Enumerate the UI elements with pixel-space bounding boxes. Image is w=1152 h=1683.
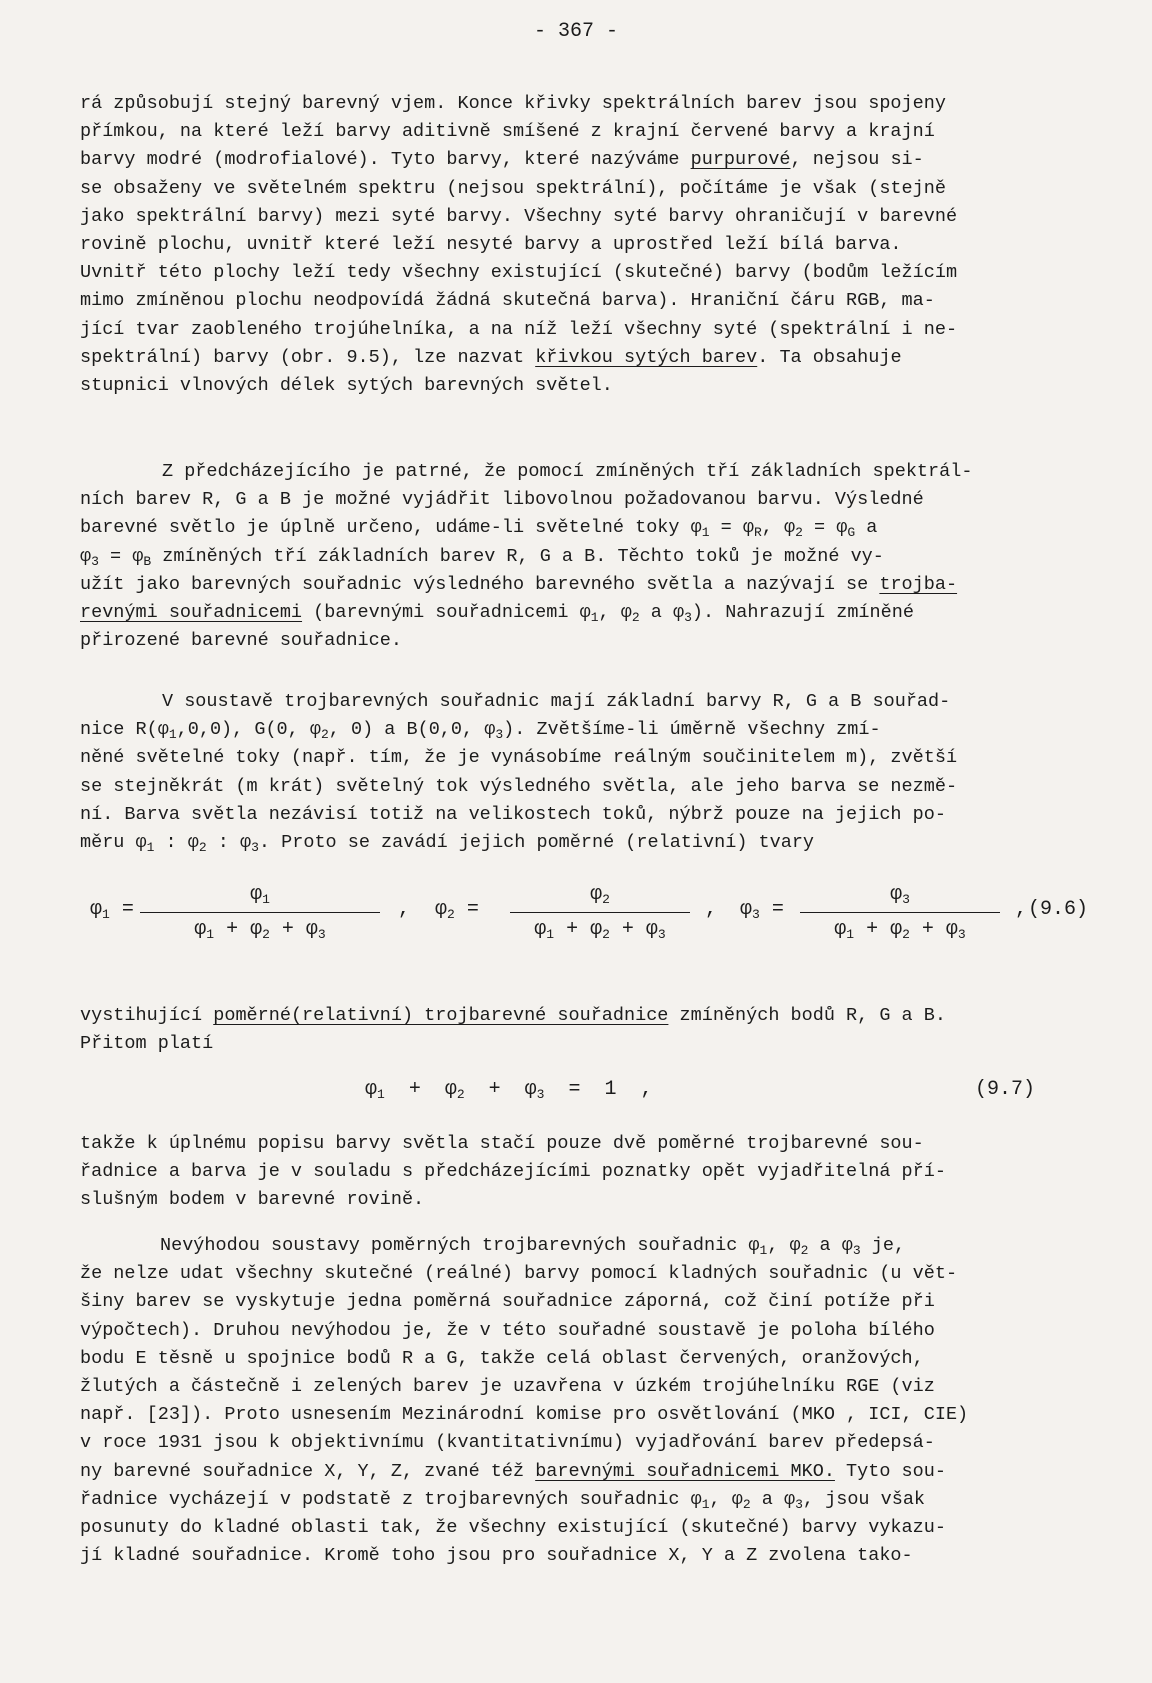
term-trojbarevne: trojba-	[879, 573, 958, 595]
text-line: slušným bodem v barevné rovině.	[80, 1189, 425, 1211]
text-line: nice $R(\varphi_1,0,0)$, G(0, $\varphi_2$, 0) a B(0,0, $\varphi_3$). Zvětšíme-li úměrně všechny zmí-	[80, 719, 881, 743]
term-pomerne-souradnice: poměrné(relativní) trojbarevné souřadnice	[213, 1005, 669, 1026]
equation-lhs: $\varphi_3$ =	[740, 898, 784, 922]
formula-inline: $\varphi_3 = \varphi_B$	[80, 545, 152, 569]
paragraph-3	[80, 688, 1070, 857]
text-line: posunuty do kladné oblasti tak, že všechny existující (skutečné) barvy vykazu-	[80, 1516, 946, 1538]
text-line: jí kladné souřadnice. Kromě toho jsou pro souřadnice X, Y a Z zvolena tako-	[80, 1545, 913, 1567]
term-barevne-souradnice-mko: barevnými souřadnicemi MKO.	[535, 1460, 835, 1482]
formula-inline: $\varphi_1$, $\varphi_2$ a $\varphi_3$,	[690, 1488, 826, 1512]
paragraph-after-eq	[80, 1002, 1070, 1058]
text-line: např. [23]). Proto usnesením Mezinárodní komise pro osvětlování (MKO , ICI, CIE)	[80, 1404, 969, 1426]
text-line: mimo zmíněnou plochu neodpovídá žádná skutečná barva). Hraniční čáru RGB, ma-	[80, 290, 935, 312]
text-line: něné světelné toky (např. tím, že je vynásobíme reálným součinitelem m), zvětší	[80, 747, 958, 769]
text-line: barevné světlo je úplně určeno, udáme-li světelné toky $\varphi_1 = \varphi_R$, $\varphi_2 = \varphi_G$ a	[80, 517, 878, 541]
text-line: barvy modré (modrofialové). Tyto barvy, které nazýváme purpurové, nejsou si-	[80, 149, 924, 171]
text-line: spektrální) barvy (obr. 9.5), lze nazvat křivkou sytých barev. Ta obsahuje	[80, 346, 902, 368]
text-line: řadnice a barva je v souladu s předcházejícími poznatky opět vyjadřitelná pří-	[80, 1161, 946, 1183]
term-purpurove: purpurové	[690, 149, 791, 171]
text-line: se stejněkrát (m krát) světelný tok výsledného světla, ale jeho barva se nezmě-	[80, 775, 958, 797]
text-line: ní. Barva světla nezávisí totiž na velikostech toků, nýbrž pouze na jejich po-	[80, 803, 946, 825]
equation-9-6: $\varphi_1$ = $\varphi_1$ $\varphi_1 + \varphi_2 + \varphi_3$ , $\varphi_2$ = $\varphi_2$ $\varphi_1 + \varphi_2 + \varphi_3$ , $\varphi_3$ = $\varphi_3$ $\varphi_1 + \varphi_2 + \varphi_3$ , (9.6)	[80, 880, 1070, 960]
fraction: $\varphi_1$ $\varphi_1 + \varphi_2 + \varphi_3$	[140, 880, 380, 945]
equation-9-7	[80, 1072, 1070, 1112]
text-line: řadnice vycházejí v podstatě z trojbarevných souřadnic $\varphi_1$, $\varphi_2$ a $\varphi_3$, jsou však	[80, 1488, 926, 1512]
paragraph-5	[80, 1232, 1070, 1570]
text-line: vystihující poměrné(relativní) trojbarevné souřadnice zmíněných bodů R, G a B.	[80, 1005, 946, 1026]
text-line: šiny barev se vyskytuje jedna poměrná souřadnice záporná, což činí potíže při	[80, 1291, 935, 1313]
text-line: přirozené barevné souřadnice.	[80, 630, 402, 652]
text-line: bodu E těsně u spojnice bodů R a G, takže celá oblast červených, oranžových,	[80, 1347, 924, 1369]
text-line: se obsaženy ve světelném spektru (nejsou spektrální), počítáme je však (stejně	[80, 177, 946, 199]
text-line: ních barev R, G a B je možné vyjádřit libovolnou požadovanou barvu. Výsledné	[80, 489, 924, 511]
text-line: $\varphi_3 = \varphi_B$ zmíněných tří základních barev R, G a B. Těchto toků je možné vy-	[80, 545, 884, 569]
equation-sum: $\varphi_1 + \varphi_2 + \varphi_3 = 1$ ,	[365, 1078, 653, 1102]
text-line: užít jako barevných souřadnic výsledného barevného světla a nazývají se trojba-	[80, 573, 958, 595]
text-line: Nevýhodou soustavy poměrných trojbarevných souřadnic $\varphi_1$, $\varphi_2$ a $\varphi_3$ je,	[160, 1235, 906, 1258]
term-krivka-sytych-barev: křivkou sytých barev	[535, 346, 758, 368]
formula-inline: $\varphi_1 = \varphi_R$, $\varphi_2 = \varphi_G$ a	[690, 517, 878, 541]
text-line: výpočtech). Druhou nevýhodou je, že v této souřadné soustavě je poloha bílého	[80, 1319, 935, 1341]
paragraph-4	[80, 1130, 1070, 1215]
text-line: jící tvar zaobleného trojúhelníka, a na níž leží všechny syté (spektrální i ne-	[80, 318, 958, 340]
formula-inline: $\varphi_1$ : $\varphi_2$ : $\varphi_3$.	[135, 831, 282, 855]
text-line: rovině plochu, uvnitř které leží nesyté barvy a uprostřed leží bílá barva.	[80, 233, 902, 255]
text-line: v roce 1931 jsou k objektivnímu (kvantitativnímu) vyjadřování barev předepsá-	[80, 1432, 935, 1454]
formula-inline: $\varphi_1$, $\varphi_2$ a $\varphi_3$	[748, 1235, 861, 1258]
equation-lhs: $\varphi_1$ =	[90, 898, 134, 922]
text-line: žlutých a částečně i zelených barev je uzavřena v úzkém trojúhelníku RGE (viz	[80, 1375, 935, 1397]
text-line: že nelze udat všechny skutečné (reálné) barvy pomocí kladných souřadnic (u vět-	[80, 1263, 958, 1285]
formula-inline: $\varphi_1$, $\varphi_2$ a $\varphi_3$)	[579, 601, 703, 625]
text-line: přímkou, na které leží barvy aditivně smíšené z krajní červené barvy a krajní	[80, 121, 935, 143]
text-line: Přitom platí	[80, 1033, 214, 1055]
text-line: Z předcházejícího je patrné, že pomocí zmíněných tří základních spektrál-	[162, 461, 973, 482]
term-trojbarevne-cont: revnými souřadnicemi	[80, 601, 303, 623]
text-line: V soustavě trojbarevných souřadnic mají základní barvy R, G a B souřad-	[162, 691, 951, 712]
equation-number: (9.7)	[975, 1078, 1036, 1101]
text-line: stupnici vlnových délek sytých barevných světel.	[80, 374, 613, 396]
fraction: $\varphi_3$ $\varphi_1 + \varphi_2 + \varphi_3$	[800, 880, 1000, 945]
text-line: Uvnitř této plochy leží tedy všechny existující (skutečné) barvy (bodům ležícím	[80, 262, 958, 284]
text-line: revnými souřadnicemi (barevnými souřadnicemi $\varphi_1$, $\varphi_2$ a $\varphi_3$). Nahrazují zmíněné	[80, 601, 914, 625]
text-line: ny barevné souřadnice X, Y, Z, zvané též barevnými souřadnicemi MKO. Tyto sou-	[80, 1460, 946, 1482]
formula-inline: $\varphi_1,0,0$), G(0, $\varphi_2$, 0) a B(0,0, $\varphi_3$).	[157, 719, 537, 743]
text-line: jako spektrální barvy) mezi syté barvy. Všechny syté barvy ohraničují v barevné	[80, 205, 958, 227]
fraction: $\varphi_2$ $\varphi_1 + \varphi_2 + \varphi_3$	[510, 880, 690, 945]
text-line: rá způsobují stejný barevný vjem. Konce křivky spektrálních barev jsou spojeny	[80, 93, 946, 114]
text-line: takže k úplnému popisu barvy světla stačí pouze dvě poměrné trojbarevné sou-	[80, 1133, 924, 1154]
paragraph-2	[80, 458, 1070, 655]
page-number: - 367 -	[533, 20, 618, 43]
paragraph-1	[80, 90, 1070, 400]
equation-number: (9.6)	[1028, 898, 1089, 921]
text-line: měru $\varphi_1$ : $\varphi_2$ : $\varphi_3$. Proto se zavádí jejich poměrné (relativní) tvary	[80, 831, 815, 855]
equation-lhs: $\varphi_2$ =	[435, 898, 479, 922]
